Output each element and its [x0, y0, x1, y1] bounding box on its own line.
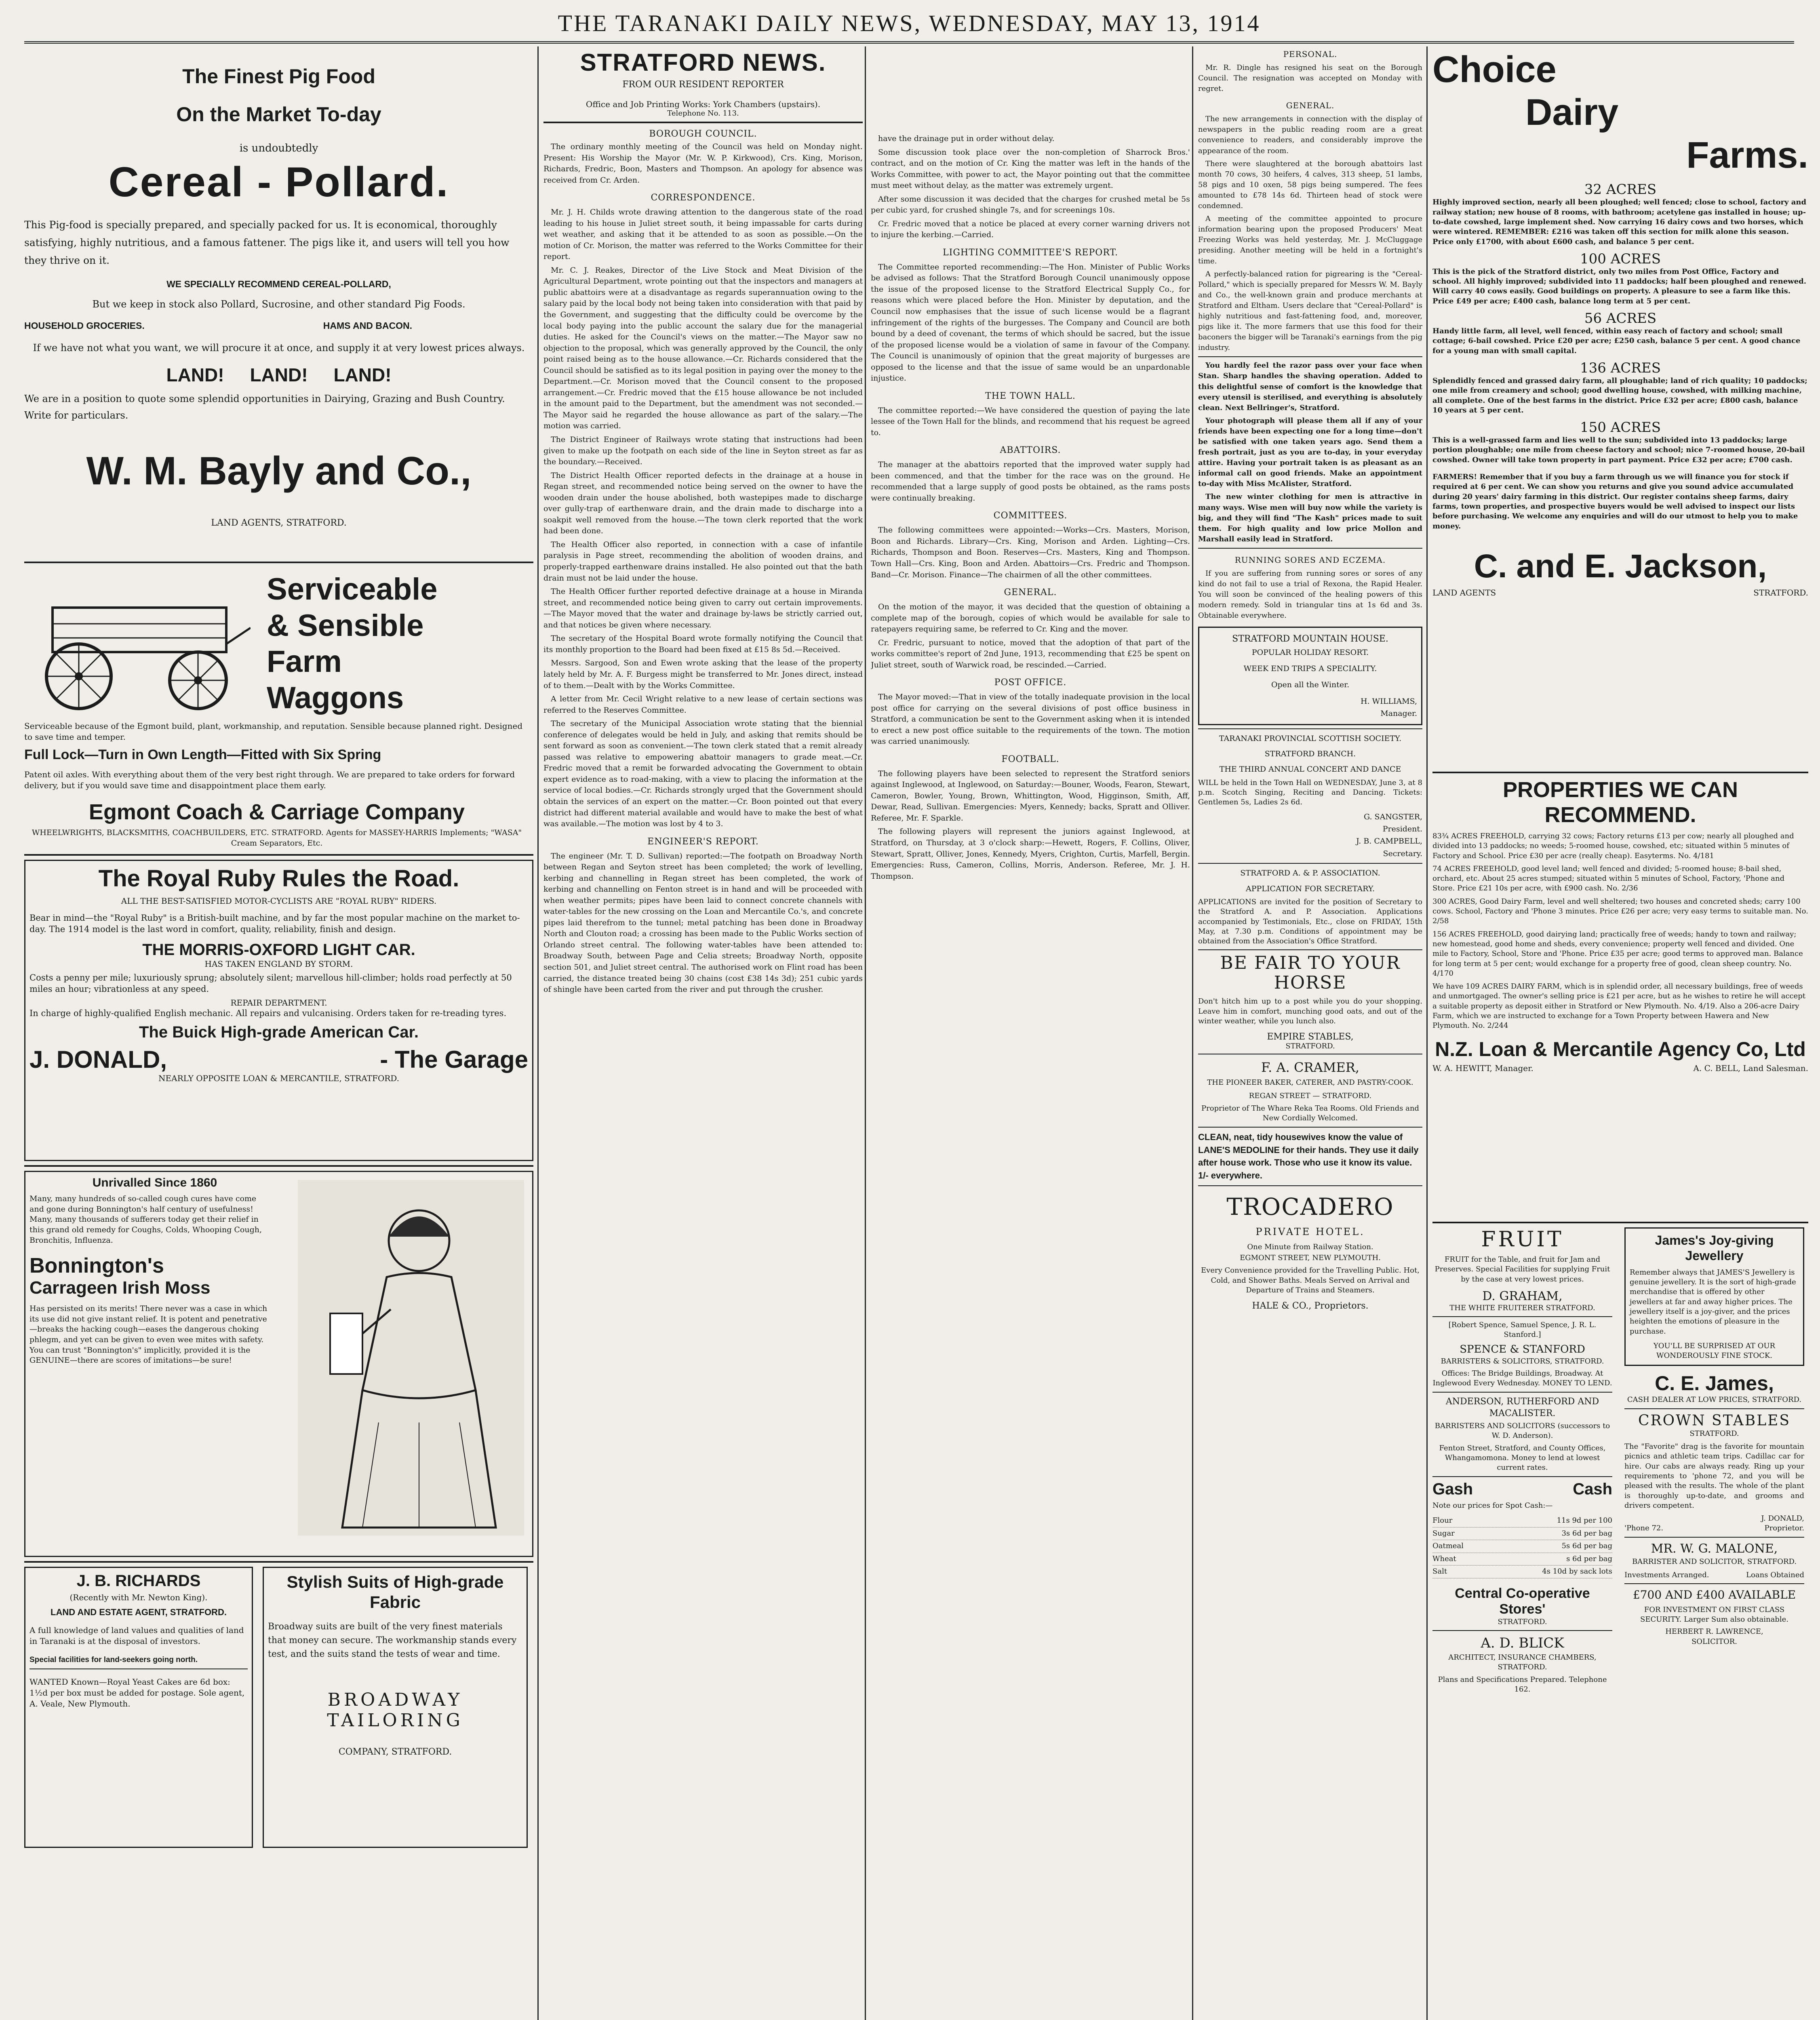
firm-sub: LAND AGENTS	[1432, 587, 1496, 598]
news-paragraph: The new winter clothing for men is attractive in many ways. Wise men will buy now while the variety is big, and they will find "The Kash" prices made to suit them. For high quality and low price Mollon and Marshall easily lead in Stratford.	[1198, 492, 1422, 543]
tailoring-ad	[263, 1567, 528, 1848]
price-item: Flour	[1432, 1516, 1453, 1525]
waggon-illustration	[24, 579, 251, 713]
ad-text: Investments Arranged.	[1624, 1570, 1709, 1579]
news-heading: BOROUGH COUNCIL.	[649, 129, 757, 139]
ad-text: STRATFORD.	[1689, 1429, 1739, 1438]
news-paragraph: The manager at the abattoirs reported that the improved water supply had been commenced, and that the timber for the race was on the ground. He recommended that a large supply of good posts be obtained, as the rams posts were continually breaking.	[871, 460, 1190, 503]
anderson-ad	[1432, 1396, 1612, 1473]
properties-ad	[1432, 777, 1808, 1218]
ad-headline: £700 AND £400 AVAILABLE	[1633, 1588, 1796, 1601]
ad-headline: Waggons	[267, 681, 404, 715]
ad-text: J. DONALD,	[1761, 1514, 1804, 1523]
news-heading: POST OFFICE.	[994, 678, 1067, 688]
column-rule	[1192, 46, 1193, 2020]
business-name: MR. W. G. MALONE,	[1651, 1541, 1778, 1556]
ad-text: SOLICITOR.	[1691, 1637, 1738, 1646]
ad-body: Many, many hundreds of so-called cough cures have come and gone during Bonnington's half century of usefulness! Many, many thousands of sufferers today get their relief in this grand old remedy for Coughs, Colds, Whooping Cough, Bronchitis, Influenza.	[29, 1194, 262, 1245]
trocadero-ad	[1198, 1189, 1422, 1313]
price-row	[1432, 1515, 1612, 1528]
column-rule	[537, 46, 539, 2020]
ad-text: Proprietor.	[1764, 1524, 1804, 1533]
masthead: THE TARANAKI DAILY NEWS, WEDNESDAY, MAY 13, 1914	[24, 5, 1794, 44]
ad-headline: FRUIT	[1481, 1227, 1564, 1252]
ad-emphasis: WE SPECIALLY RECOMMEND CEREAL-POLLARD,	[166, 279, 391, 290]
mountain-house-ad	[1198, 627, 1422, 725]
price-row	[1432, 1553, 1612, 1566]
ad-body: WILL be held in the Town Hall on WEDNESDAY, June 3, at 8 p.m. Scotch Singing, Reciting and Dancing. Tickets: Gentlemen 5s, Ladies 2s 6d.	[1198, 778, 1422, 807]
news-paragraph: The Health Officer also reported, in connection with a case of infantile paralysis in Page street, recommending the abolition of wooden drains, and properly-trapped earthenware drains installed. He also pointed out that the bath drain must not be laid under the house.	[543, 540, 863, 583]
ad-body: Special facilities for land-seekers going north.	[29, 1656, 198, 1664]
firm-name: W. M. Bayly and Co.,	[86, 448, 472, 493]
ad-text: Note our prices for Spot Cash:—	[1432, 1501, 1553, 1510]
price-item: Oatmeal	[1432, 1542, 1464, 1551]
business-name: ANDERSON, RUTHERFORD AND MACALISTER.	[1445, 1396, 1599, 1419]
business-name: EMPIRE STABLES,	[1267, 1032, 1354, 1042]
waggon-ad	[24, 567, 533, 850]
news-heading: ENGINEER'S REPORT.	[647, 836, 759, 847]
brand-name: Cereal - Pollard.	[108, 159, 449, 206]
ad-headline: BE FAIR TO YOUR HORSE	[1220, 953, 1401, 993]
news-paragraph: Your photograph will please them all if any of your friends have been expecting one for a long time—don't be satisfied with one taken years ago. Send them a fresh portrait, just as you are to-day, in your everyday attire. Having your portrait taken is as pleasant as an informal call on good friends. Make an appointment to-day with Miss McAlister, Stratford.	[1198, 416, 1422, 488]
news-paragraph: Cr. Fredric, pursuant to notice, moved that the adoption of that part of the works committee's report of 2nd June, 1913, recommending that £25 be spent on Juliet street, south of Warwick road, be rescinded.—Carried.	[871, 638, 1190, 669]
news-heading: LIGHTING COMMITTEE'S REPORT.	[943, 247, 1118, 258]
ad-subhead: BARRISTER AND SOLICITOR, STRATFORD.	[1632, 1557, 1797, 1566]
ad-footer: COMPANY, STRATFORD.	[338, 1747, 452, 1757]
medoline-ad: CLEAN, neat, tidy housewives know the value of LANE'S MEDOLINE for their hands. They use it daily after house work. Those who use it know its value. 1/- everywhere.	[1198, 1132, 1419, 1181]
agent-role: LAND AND ESTATE AGENT, STRATFORD.	[51, 1607, 227, 1617]
price-item: Wheat	[1432, 1554, 1456, 1563]
ad-text: G. SANGSTER,	[1363, 812, 1422, 821]
ad-headline: Unrivalled Since 1860	[92, 1176, 217, 1189]
ad-text: Loans Obtained	[1746, 1570, 1804, 1579]
price-item: Salt	[1432, 1567, 1447, 1576]
cramer-ad	[1198, 1058, 1422, 1124]
news-paragraph: The Committee reported recommending:—The Hon. Minister of Public Works be advised as follows: That the Stratford Borough Council unanimously oppose the issue of the proposed license to the Stratford Electrical Supply Co., for reasons which were placed before the Hon. Minister by deputation, and the Council now emphasises that the issue of such license would be a flagrant infringement of the rights of the burgesses. The Company and Council are both bound by a deed of covenant, the terms of which should be sacred, but the issue of the proposed license would be a violation of same in favour of the Company. The Council is unanimously of opinion that the great majority of burgesses are opposed to the license and that the issue of same would be an unpardonable injustice.	[871, 262, 1190, 383]
news-paragraph: If you are suffering from running sores or sores of any kind do not fail to use a trial of Rexona, the Rapid Healer. You will soon be convinced of the healing powers of this modern remedy. Sold in triangular tins at 1s 6d and 3s. Obtainable everywhere.	[1198, 569, 1422, 620]
malone-ad	[1624, 1541, 1804, 1580]
news-paragraph: Mr. R. Dingle has resigned his seat on the Borough Council. The resignation was accepted on Monday with regret.	[1198, 63, 1422, 93]
ad-headline: STRATFORD MOUNTAIN HOUSE.	[1232, 634, 1388, 644]
ad-subhead: HOUSEHOLD GROCERIES.	[24, 320, 145, 331]
news-paragraph: The engineer (Mr. T. D. Sullivan) reported:—The footpath on Broadway North between Regan and Seyton street has been completed; the work of levelling, kerbing and channelling in Regan street has been completed, the work of kerbing and channelling on Fenton street is in hand and will be proceeded with when weather permits; pipes have been laid to connect concrete channels with water-tables for the new crossing on the Loan and Mercantile Co.'s, and concrete pipes laid therefrom to the tunnel; metal patching has been done in Broadway North and Clouton road; a crossing has been made to the Public Works section of Orlando street central. The following water-tables have been attended to: Broadway South, between Page and Celia streets; Broadway North, opposite section 501, and Juliet street central. The authorised work on Flint road has been carried, the distance treated being 30 chains (cost £38 14s 3d); 251 cubic yards of shingle have been carted from the river and put through the crusher.	[543, 851, 863, 994]
ad-headline: Stylish Suits of High-grade Fabric	[286, 1572, 504, 1612]
fruit-ad	[1432, 1227, 1612, 1313]
news-paragraph: The secretary of the Municipal Association wrote stating that the biennial conference of delegates would be held in July, and asking that remits should be sent forward as soon as convenient.—The town clerk stated that a remit already passed was relative to empowering abattoir managers to grade meat.—Cr. Fredric moved that a remit be forwarded advocating the Government to obtain expert evidence as to road-making, with a view to placing the information at the service of local bodies.—Cr. Richards strongly urged that the Government should obtain the services of an expert on the matter.—Cr. Boon pointed out that every district had different material available and would have to make the best of what was available.—The motion was lost by 4 to 3.	[543, 719, 863, 829]
price-item: Sugar	[1432, 1529, 1455, 1538]
ad-body: FRUIT for the Table, and fruit for Jam and Preserves. Special Facilities for supplying Fruit by the case at very lowest prices.	[1435, 1255, 1610, 1284]
news-paragraph: The new arrangements in connection with the display of newspapers in the public reading room are a great convenience to readers, and considerably improve the appearance of the room.	[1198, 115, 1422, 155]
acreage-heading: 32 ACRES	[1584, 181, 1657, 198]
ad-subhead: WEEK END TRIPS A SPECIALITY.	[1243, 664, 1377, 673]
news-paragraph: The committee reported:—We have considered the question of paying the late lessee of the Town Hall for the blinds, and recommend that his request be agreed to.	[871, 406, 1190, 437]
jackson-farms-ad	[1432, 48, 1808, 768]
news-heading: THE TOWN HALL.	[985, 391, 1076, 401]
news-heading: COMMITTEES.	[993, 511, 1068, 521]
ad-text: 'Phone 72.	[1624, 1524, 1664, 1533]
price-value: s 6d per bag	[1566, 1554, 1612, 1563]
ad-body: In charge of highly-qualified English mechanic. All repairs and vulcanising. Orders taken for re-treading tyres.	[29, 1008, 507, 1018]
news-heading: FOOTBALL.	[1001, 754, 1060, 764]
ad-headline: Gash	[1432, 1480, 1473, 1498]
listing-body: 83¾ ACRES FREEHOLD, carrying 32 cows; Factory returns £13 per cow; nearly all ploughed and divided into 13 paddocks; no weeds; 5-roomed house, cowshed, etc; situated within 5 minutes of Factory and School. Price £30 per acre (really cheap). Easyterms. No. 4/181	[1432, 832, 1794, 860]
ad-body: If we have not what you want, we will procure it at once, and supply it at very lowest prices always.	[33, 342, 525, 354]
ad-body: Remember always that JAMES'S Jewellery is genuine jewellery. It is the sort of high-grade merchandise that is offered by other jewellers at far and away higher prices. The jewellery itself is a joy-giver, and the prices heighten the emotions of pleasure in the purchase.	[1630, 1268, 1796, 1336]
business-name: F. A. CRAMER,	[1261, 1060, 1360, 1075]
news-paragraph: On the motion of the mayor, it was decided that the question of obtaining a complete map of the borough, copies of which would be available for sale to ratepayers requiring same, be referred to Cr. King and the mover.	[871, 602, 1190, 634]
ap-association-ad	[1198, 867, 1422, 946]
richards-ad	[24, 1567, 253, 1848]
horse-ad	[1198, 953, 1422, 1050]
listing-body: This is a well-grassed farm and lies well to the sun; subdivided into 13 paddocks; large portion ploughable; one mile from cheese factory and school; nice 7-roomed house, 20-bail cowshed. Owner will take town property in part payment. Price £32 per acre; £700 cash.	[1432, 436, 1805, 464]
firm-sub: A. C. BELL, Land Salesman.	[1693, 1063, 1808, 1073]
column-2	[543, 48, 863, 2020]
ad-text: Secretary.	[1383, 849, 1422, 858]
ad-text: President.	[1382, 825, 1422, 833]
ad-subhead: HAS TAKEN ENGLAND BY STORM.	[204, 959, 353, 969]
ad-headline: The Buick High-grade American Car.	[139, 1023, 419, 1041]
ad-subhead: BARRISTERS & SOLICITORS, STRATFORD.	[1441, 1357, 1604, 1366]
business-name: C. E. James,	[1655, 1372, 1774, 1395]
ad-body: Costs a penny per mile; luxuriously sprung; absolutely silent; marvellous hill-climber; holds road perfectly at 50 miles an hour; vibrationless at any speed.	[29, 972, 512, 994]
ad-body: But we keep in stock also Pollard, Sucrosine, and other standard Pig Foods.	[92, 299, 466, 310]
woman-illustration	[298, 1180, 524, 1536]
listing-body: 300 ACRES, Good Dairy Farm, level and well sheltered; two houses and concreted sheds; carry 100 cows. School, Factory and 'Phone 3 minutes. Price £26 per acre; very easy terms to suitable man. No. 2/58	[1432, 897, 1808, 926]
ad-text: [Robert Spence, Samuel Spence, J. R. L. Stanford.]	[1448, 1321, 1597, 1339]
royal-ruby-ad	[24, 860, 533, 1161]
lawrence-ad	[1624, 1587, 1804, 1647]
ad-body: Proprietor of The Whare Reka Tea Rooms. Old Friends and New Cordially Welcomed.	[1201, 1104, 1419, 1123]
ad-subhead: THE THIRD ANNUAL CONCERT AND DANCE	[1219, 765, 1401, 774]
ad-subhead: THE PIONEER BAKER, CATERER, AND PASTRY-COOK.	[1207, 1078, 1413, 1087]
ad-headline: Dairy	[1525, 91, 1619, 133]
price-value: 11s 9d per 100	[1557, 1516, 1612, 1525]
column-5	[1432, 48, 1808, 2020]
business-name: CROWN STABLES	[1638, 1412, 1791, 1429]
news-heading: RUNNING SORES AND ECZEMA.	[1234, 555, 1386, 565]
ad-body: Every Convenience provided for the Travelling Public. Hot, Cold, and Shower Baths. Meals Served on Arrival and Departure of Trains and Steamers.	[1201, 1266, 1420, 1294]
company-name: Egmont Coach & Carriage Company	[88, 800, 465, 824]
ad-body: A full knowledge of land values and qualities of land in Taranaki is at the disposal of investors.	[29, 1625, 244, 1646]
ad-headline: On the Market To-day	[176, 103, 381, 126]
ad-footer: HALE & CO., Proprietors.	[1252, 1301, 1369, 1311]
ad-body: WANTED Known—Royal Yeast Cakes are 6d box: 1½d per box must be added for postage. Sole agent, A. Veale, New Plymouth.	[29, 1677, 245, 1709]
news-paragraph: The following players have been selected to represent the Stratford seniors against Inglewood, at Inglewood, on Saturday:—Bouner, Woods, Fearon, Stewart, Cameron, Bowler, Young, Brown, Whittington, Wood, Higginson, Smith, Aff, Dewar, Read, Sullivan. Emergencies: Myers, Kennedy; backs, Spratt and Olliver. Referee, Mr. F. Sparkle.	[871, 769, 1190, 823]
ad-body: APPLICATIONS are invited for the position of Secretary to the Stratford A. and P. Association. Applications accompanied by Testimonials, Etc., close on FRIDAY, 15th May, at 7.30 p.m. Conditions of appointment may be obtained from the Association's Office Stratford.	[1198, 897, 1422, 946]
price-list	[1432, 1515, 1612, 1578]
ad-subhead: Full Lock—Turn in Own Length—Fitted with Six Spring	[24, 747, 381, 762]
acreage-heading: 56 ACRES	[1584, 310, 1657, 327]
business-name: A. D. BLICK	[1481, 1635, 1564, 1652]
listing-body: We have 109 ACRES DAIRY FARM, which is in splendid order, all necessary buildings, free of weeds and unmortgaged. The owner's selling price is £21 per acre, but as he wishes to retire he will accept a suitable property as deposit either in Stratford or New Plymouth. No. 4/19. Also a 206-acre Dairy Farm, which we are instructed to exchange for a Town Property between Hawera and New Plymouth. No. 2/244	[1432, 982, 1806, 1030]
news-paragraph: Messrs. Sargood, Son and Ewen wrote asking that the lease of the property lately held by Mr. A. F. Burgess might be transferred to Mr. Jones direct, instead of to them.—Dealt with by the Works Committee.	[543, 659, 863, 690]
ad-text: EGMONT STREET, NEW PLYMOUTH.	[1240, 1254, 1381, 1262]
news-paragraph: Mr. C. J. Reakes, Director of the Live Stock and Meat Division of the Agricultural Department, wrote pointing out that the inspectors and managers at public abattoirs were at a disadvantage as regards superannuation owing to the salary paid by the local body not being taken into consideration with that paid by the Government, and suggesting that the difficulty could be overcome by the local body paying into the public account the salary due for the managerial duties. He asked for the Council's views on the matter.—The Mayor saw no objection to the proposal, which was generally approved by the Council, the only point raised being as to the house allowance.—Cr. Richards considered that the Council should be satisfied as to its legal position in paying over the money to the Department.—Cr. Morison moved that the Council consent to the proposed arrangement.—Cr. Fredric moved that the £15 house allowance be not included in the amount paid to the Department, but the amendment was not seconded.—The Mayor said he regarded the house allowance as part of the salary.—The motion was carried.	[543, 265, 863, 431]
ad-body: Bear in mind—the "Royal Ruby" is a British-built machine, and by far the most popular machine on the market to-day. The 1914 model is the last word in comfort, quality, reliability, finish and design.	[29, 913, 520, 934]
listing-body: Splendidly fenced and grassed dairy farm, all ploughable; land of rich quality; 10 paddocks; one mile from creamery and school; good dwelling house, cowshed, with milking machine, all complete. One of the best farms in the district. Price £32 per acre; £800 cash, balance 10 years at 5 per cent.	[1432, 376, 1807, 415]
ad-headline: Cash	[1573, 1480, 1612, 1498]
column-3	[871, 48, 1190, 2020]
news-paragraph: The District Health Officer reported defects in the drainage at a house in Regan street, and recommended notice being served on the owner to have the wooden drain under the house abolished, both wastepipes made to discharge over gully-trap of earthenware drain, and the drain made to discharge into a soakpit well removed from the house.—The town clerk reported that the work had been done.	[543, 471, 863, 536]
news-paragraph: Some discussion took place over the non-completion of Sharrock Bros.' contract, and on the motion of Cr. King the matter was left in the hands of the Works Committee, with power to act, the Mayor pointing out that the committee must meet without delay, as the matter was extremely urgent.	[871, 147, 1190, 190]
ad-headline: Serviceable	[267, 572, 438, 606]
news-paragraph: A perfectly-balanced ration for pigrearing is the "Cereal-Pollard," which is specially prepared for Messrs W. M. Bayly and Co., the well-known grain and produce merchants at Stratford and Eltham. Users declare that "Cereal-Pollard" is highly nutritious and fast-fattening food, and, moreover, pigs like it. The more farmers that use this food for their baconers the bigger will be Taranaki's earnings from the pig industry.	[1198, 269, 1422, 352]
news-paragraph: A meeting of the committee appointed to procure information bearing upon the proposed Producers' Meat Freezing Works was held yesterday, Mr. J. McCluggage presiding. Another meeting will be held in a fortnight's time.	[1198, 215, 1422, 265]
price-value: 3s 6d per bag	[1561, 1529, 1612, 1538]
news-heading: GENERAL.	[1004, 587, 1057, 598]
news-paragraph: Cr. Fredric moved that a notice be placed at every corner warning drivers not to injure the kerbing.—Carried.	[871, 219, 1190, 240]
news-paragraph: There were slaughtered at the borough abattoirs last month 70 cows, 30 heifers, 4 calves, 313 sheep, 51 lambs, 58 pigs and 10 oxen, 58 pigs being sumpered. The fees amounted to £78 14s 6d. Thirteen head of stock were condemned.	[1198, 159, 1422, 210]
ad-body: Plans and Specifications Prepared. Telephone 162.	[1438, 1675, 1607, 1694]
news-paragraph: The Mayor moved:—That in view of the totally inadequate provision in the local post office for carrying on the several divisions of post office business in Stratford, a communication be sent to the Government asking when it is intended to erect a new post office suitable to the requirements of the town. The motion was carried unanimously.	[871, 692, 1190, 746]
news-paragraph: You hardly feel the razor pass over your face when Stan. Sharp handles the shaving operation. Added to this delightful sense of comfort is the knowledge that every utensil is sterilised, and everything is absolutely clean. Next Bellringer's, Stratford.	[1198, 361, 1422, 412]
news-paragraph: The following committees were appointed:—Works—Crs. Masters, Morison, Boon and Richards. Library—Crs. King, Morison and Arden. Lighting—Crs. Richards, Thompson and Boon. Reserves—Crs. Masters, King and Thompson. Town Hall—Crs. King, Boon and Arden. Abattoirs—Crs. Fredric and Thompson. Band—Cr. Morison. Finance—The chairmen of all the other committees.	[871, 526, 1190, 579]
section-sub: FROM OUR RESIDENT REPORTER	[622, 80, 784, 90]
firm-name: N.Z. Loan & Mercantile Agency Co, Ltd	[1435, 1037, 1806, 1060]
ad-text: Manager.	[1380, 709, 1417, 718]
proprietor-name: J. DONALD,	[29, 1046, 167, 1073]
listing-body: This is the pick of the Stratford district, only two miles from Post Office, Factory and school. All highly improved; subdivided into 11 paddocks; half been ploughed and renewed. Will carry 40 cows easily. Good buildings on property. A pleasure to see a farm like this. Price £49 per acre; £400 cash, balance long term at 5 per cent.	[1432, 267, 1806, 305]
section-title: STRATFORD NEWS.	[580, 49, 826, 76]
agent-name: J. B. RICHARDS	[76, 1572, 201, 1590]
agent-sub: (Recently with Mr. Newton King).	[70, 1593, 208, 1602]
ad-headline: Choice	[1432, 49, 1557, 90]
column-rule	[865, 46, 866, 2020]
ad-text: STRATFORD.	[1498, 1617, 1547, 1626]
bottom-ads	[24, 1567, 533, 1850]
ad-subhead: BARRISTERS AND SOLICITORS (successors to W. D. Anderson).	[1435, 1422, 1610, 1440]
news-paragraph: have the drainage put in order without delay.	[878, 134, 1055, 143]
business-name: D. GRAHAM,	[1482, 1289, 1563, 1303]
blick-ad	[1432, 1634, 1612, 1694]
ad-subhead: APPLICATION FOR SECRETARY.	[1246, 884, 1375, 893]
ad-headline: James's Joy-giving Jewellery	[1655, 1233, 1774, 1263]
ad-text: J. B. CAMPBELL,	[1356, 837, 1422, 846]
ad-text: YOU'LL BE SURPRISED AT OUR WONDEROUSLY FINE STOCK.	[1653, 1341, 1776, 1360]
ad-body: Fenton Street, Stratford, and County Offices, Whangamomona. Money to lend at lowest current rates.	[1439, 1443, 1606, 1472]
price-value: 4s 10d by sack lots	[1542, 1567, 1612, 1576]
ad-text: Open all the Winter.	[1271, 680, 1350, 690]
ad-body: Serviceable because of the Egmont build, plant, workmanship, and reputation. Sensible because planned right. Designed to save time and temper.	[24, 721, 523, 742]
firm-sub: W. A. HEWITT, Manager.	[1432, 1063, 1534, 1073]
listing-body: Highly improved section, nearly all been ploughed; well fenced; close to school, factory and railway station; new house of 8 rooms, with bathroom; acetylene gas installed in house; up-to-date cowshed, large implement shed. Now carrying 16 dairy cows and two horses, which were wintered. REMEMBER: £216 was taken off this section for milk alone this season. Price only £1700, with about £600 cash, and balance 5 per cent.	[1432, 198, 1807, 246]
ad-body: Has persisted on its merits! There never was a case in which its use did not give instant relief. It is potent and penetrative—breaks the hacking cough—eases the dangerous choking phlegm, and yet can be given to even wee mites with safety. You can trust "Bonnington's" implicitly, provided it is the GENUINE—there are scores of imitations—be sure!	[29, 1304, 268, 1365]
ad-body: Patent oil axles. With everything about them of the very best right through. We are prepared to take orders for forward delivery, but if you would save time and disappointment place them early.	[24, 770, 515, 790]
ad-text: STRATFORD.	[1285, 1042, 1335, 1051]
acreage-heading: 100 ACRES	[1580, 250, 1661, 267]
price-row	[1432, 1566, 1612, 1578]
news-heading: GENERAL.	[1286, 101, 1335, 111]
ad-subhead: REGAN STREET — STRATFORD.	[1249, 1092, 1372, 1100]
telephone-line: Telephone No. 113.	[667, 109, 739, 118]
ad-headline: PROPERTIES WE CAN RECOMMEND.	[1502, 778, 1738, 827]
news-heading: ABATTOIRS.	[1000, 445, 1061, 456]
business-name: HERBERT R. LAWRENCE,	[1665, 1627, 1763, 1636]
price-row	[1432, 1528, 1612, 1540]
ad-text: H. WILLIAMS,	[1361, 696, 1417, 706]
ad-body: Don't hitch him up to a post while you do your shopping. Leave him in comfort, munching good oats, and out of the winter weather, while you lunch also.	[1198, 997, 1422, 1025]
ad-headline: The Royal Ruby Rules the Road.	[98, 865, 459, 892]
scottish-society-ad	[1198, 732, 1422, 860]
news-paragraph: The District Engineer of Railways wrote stating that instructions had been given to make up the footpath on each side of the line in Seyton street as far as the boundary.—Received.	[543, 435, 863, 467]
ad-headline: Farms.	[1686, 134, 1808, 176]
product-name: Carrageen Irish Moss	[29, 1278, 211, 1298]
ad-body: This Pig-food is specially prepared, and specially packed for us. It is economical, thoroughly satisfying, highly nutritious, and a famous fattener. The pigs like it, and users will tell you how they thrive on it.	[24, 219, 510, 266]
listing-body: 74 ACRES FREEHOLD, good level land; well fenced and divided; 5-roomed house; 8-bail shed, orchard, etc. About 25 acres stumped; situated within 5 minutes of School, Factory, 'Phone and Store. Price £21 10s per acre, with £900 cash. No. 2/36	[1432, 864, 1785, 893]
ad-body: Broadway suits are built of the very finest materials that money can secure. The workmanship stands every test, and the suits stand the tests of wear and time.	[268, 1621, 517, 1659]
ad-text: is undoubtedly	[239, 142, 318, 154]
crown-stables-ad	[1624, 1412, 1804, 1534]
news-heading: CORRESPONDENCE.	[651, 193, 756, 203]
jewellery-ad	[1624, 1227, 1804, 1366]
ad-subhead: HAMS AND BACON.	[323, 320, 412, 331]
ad-subhead: REPAIR DEPARTMENT.	[230, 998, 327, 1008]
news-paragraph: After some discussion it was decided that the charges for crushed metal be 5s per cubic yard, for crushed shingle 7s, and for screenings 10s.	[871, 194, 1190, 215]
gash-ad	[1432, 1480, 1612, 1627]
firm-name: C. and E. Jackson,	[1474, 547, 1767, 585]
product-name: Bonnington's	[29, 1254, 164, 1278]
ad-headline: & Sensible	[267, 608, 424, 643]
ad-subhead: ARCHITECT, INSURANCE CHAMBERS, STRATFORD.	[1448, 1653, 1597, 1672]
news-paragraph: The ordinary monthly meeting of the Council was held on Monday night. Present: His Worship the Mayor (Mr. W. P. Kirkwood), Crs. King, Morison, Richards, Fredric, Boon, Masters and Thompson. An apology for absence was received from Cr. Arden.	[543, 142, 863, 185]
news-paragraph: A letter from Mr. Cecil Wright relative to a new lease of certain sections was referred to the Reserves Committee.	[543, 694, 863, 715]
column-4	[1198, 48, 1422, 2020]
acreage-heading: 136 ACRES	[1580, 360, 1661, 376]
news-paragraph: Mr. J. H. Childs wrote drawing attention to the dangerous state of the road leading to his house in Juliet street south, it being impassable for carts during wet weather, and asking that it be attended to as soon as possible.—On the motion of Cr. Morison, the matter was referred to the Works Committee for their report.	[543, 208, 863, 261]
company-sub: WHEELWRIGHTS, BLACKSMITHS, COACHBUILDERS, ETC. STRATFORD. Agents for MASSEY-HARRIS Implements; "WASA" Cream Separators, Etc.	[32, 828, 522, 848]
ad-body: Offices: The Bridge Buildings, Broadway. At Inglewood Every Wednesday. MONEY TO LEND.	[1432, 1369, 1612, 1388]
ad-subhead: STRATFORD BRANCH.	[1264, 749, 1356, 758]
business-name: TROCADERO	[1226, 1193, 1394, 1221]
firm-sub: LAND AGENTS, STRATFORD.	[211, 518, 347, 528]
pig-food-ad	[24, 65, 533, 558]
news-paragraph: The secretary of the Hospital Board wrote formally notifying the Council that its monthly proportion to the Board had been fixed at £15 8s 5d.—Received.	[543, 634, 863, 654]
ad-headline: TARANAKI PROVINCIAL SCOTTISH SOCIETY.	[1219, 734, 1402, 743]
ad-text: CASH DEALER AT LOW PRICES, STRATFORD.	[1627, 1395, 1802, 1404]
acreage-heading: 150 ACRES	[1580, 419, 1661, 436]
ad-body: The "Favorite" drag is the favorite for mountain picnics and athletic team trips. Cadillac car for hire. Our cabs are always ready. Ring up your requirements to 'phone 72, and you will be pleased with the results. The whole of the plant is thoroughly up-to-date, and grooms and drivers competent.	[1624, 1442, 1804, 1510]
land-headline: LAND! LAND! LAND!	[166, 364, 392, 386]
business-name: SPENCE & STANFORD	[1460, 1343, 1585, 1355]
ad-headline: Farm	[267, 644, 342, 679]
spence-ad	[1432, 1320, 1612, 1389]
ad-headline: The Finest Pig Food	[182, 65, 375, 88]
ad-text: THE WHITE FRUITERER STRATFORD.	[1449, 1303, 1595, 1312]
ad-body: FOR INVESTMENT ON FIRST CLASS SECURITY. Larger Sum also obtainable.	[1640, 1605, 1788, 1624]
ad-subhead: PRIVATE HOTEL.	[1255, 1226, 1365, 1238]
business-name: - The Garage	[380, 1046, 528, 1073]
price-row	[1432, 1540, 1612, 1553]
listing-body: FARMERS! Remember that if you buy a farm through us we will finance you for stock if required at 6 per cent. We can show you returns and give you sound advice accumulated during 20 years' dairy farming in this district. Our register contains sheep farms, dairy farms, town properties, and prospective buyers would be well advised to inspect our lists before purchasing. We welcome any enquiries and will do our utmost to help you to make money.	[1432, 473, 1798, 530]
news-heading: PERSONAL.	[1283, 49, 1338, 59]
column-1	[24, 48, 533, 2020]
ad-subhead: POPULAR HOLIDAY RESORT.	[1251, 648, 1369, 657]
news-paragraph: The Health Officer further reported defective drainage at a house in Miranda street, and recommended notice being given to carry out certain improvements.—The Mayor moved that the water and drainage by-laws be strictly carried out, and that notices be given where necessary.	[543, 587, 863, 629]
listing-body: 156 ACRES FREEHOLD, good dairying land; practically free of weeds; handy to town and railway; new homestead, good home and sheds, every convenience; property well fenced and divided. One mile to Factory, School, Store and 'Phone. Price £35 per acre; good terms to approved man. Balance for long term at 5 per cent; would exchange for a property free of good, clean sheep country. No. 4/170	[1432, 930, 1803, 978]
bottom-right-ads	[1432, 1227, 1808, 2020]
ad-subhead: ALL THE BEST-SATISFIED MOTOR-CYCLISTS ARE "ROYAL RUBY" RIDERS.	[121, 896, 437, 906]
listing-body: Handy little farm, all level, well fenced, within easy reach of factory and school; small cottage; 6-bail cowshed. Price £20 per acre; £250 cash, balance 5 per cent. A good chance for a young man with small capital.	[1432, 327, 1801, 355]
ad-headline: THE MORRIS-OXFORD LIGHT CAR.	[142, 941, 415, 959]
ad-footer: NEARLY OPPOSITE LOAN & MERCANTILE, STRATFORD.	[158, 1073, 399, 1083]
office-line: Office and Job Printing Works: York Chambers (upstairs).	[586, 99, 821, 109]
moss-ad	[24, 1171, 533, 1557]
column-rule	[1426, 46, 1428, 2020]
ad-text: One Minute from Railway Station.	[1247, 1243, 1373, 1252]
james-firm	[1624, 1372, 1804, 1405]
ad-body: We are in a position to quote some splendid opportunities in Dairying, Grazing and Bush Country. Write for particulars.	[24, 393, 505, 421]
firm-sub: STRATFORD.	[1753, 587, 1808, 598]
business-name: BROADWAY TAILORING	[327, 1690, 463, 1731]
price-value: 5s 6d per bag	[1561, 1542, 1612, 1551]
ad-headline: STRATFORD A. & P. ASSOCIATION.	[1240, 869, 1380, 878]
business-name: Central Co-operative Stores'	[1455, 1585, 1590, 1617]
news-paragraph: The following players will represent the juniors against Inglewood, at Stratford, on Thursday, at 3 o'clock sharp:—Hewett, Rogers, F. Collins, Oliver, Stewart, Spratt, Olliver, Jones, Kennedy, Myers, Crighton, Curtis, Marfell, Bergin. Emergencies: Russ, Cameron, Collins, Morris, Anderson. Referee, Mr. J. H. Thompson.	[871, 827, 1190, 881]
